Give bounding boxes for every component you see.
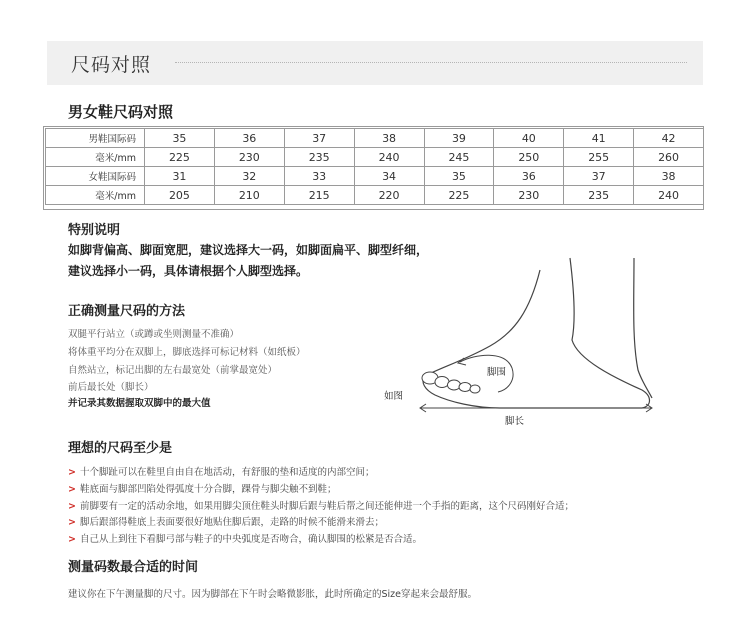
table-cell: 255 <box>564 148 634 167</box>
table-cell: 31 <box>145 167 215 186</box>
table-cell: 235 <box>284 148 354 167</box>
row-label: 毫米/mm <box>46 148 145 167</box>
table-cell: 225 <box>424 186 494 205</box>
measure-step: 自然站立，标记出脚的左右最宽处（前掌最宽处） <box>68 365 278 376</box>
size-table <box>45 128 704 205</box>
table-cell: 37 <box>284 129 354 148</box>
table-cell: 36 <box>494 167 564 186</box>
list-item: > 十个脚趾可以在鞋里自由自在地活动，有舒服的垫和适度的内部空间； <box>68 467 375 478</box>
foot-measure-illustration <box>380 250 680 430</box>
special-note-line: 建议选择小一码，具体请根据个人脚型选择。 <box>68 264 309 278</box>
list-item: > 自己从上到往下看脚弓部与鞋子的中央弧度是否吻合，确认脚围的松紧是否合适。 <box>68 534 422 545</box>
ideal-size-title: 理想的尺码至少是 <box>68 441 173 456</box>
table-cell: 32 <box>214 167 284 186</box>
list-item: > 鞋底面与脚部凹陷处得弧度十分合脚，踝骨与脚尖触不到鞋； <box>68 484 337 495</box>
special-note-line: 如脚背偏高、脚面宽肥，建议选择大一码，如脚面扁平、脚型纤细， <box>68 243 429 257</box>
row-label: 男鞋国际码 <box>46 129 145 148</box>
figure-label-as-shown: 如图 <box>384 391 404 402</box>
row-label: 女鞋国际码 <box>46 167 145 186</box>
table-cell: 240 <box>354 148 424 167</box>
header-dotted-rule <box>175 62 687 63</box>
figure-label-width: 脚围 <box>487 367 507 378</box>
table-cell: 245 <box>424 148 494 167</box>
size-table-title: 男女鞋尺码对照 <box>68 103 174 121</box>
table-cell: 40 <box>494 129 564 148</box>
table-cell: 250 <box>494 148 564 167</box>
table-cell: 210 <box>214 186 284 205</box>
measure-step: 前后最长处（脚长） <box>68 382 154 393</box>
table-cell: 240 <box>634 186 704 205</box>
table-cell: 42 <box>634 129 704 148</box>
toe-shape <box>459 383 471 392</box>
table-cell: 41 <box>564 129 634 148</box>
chevron-right-icon: > <box>68 517 76 528</box>
row-label: 毫米/mm <box>46 186 145 205</box>
measure-step: 并记录其数据握取双脚中的最大值 <box>68 398 211 409</box>
table-cell: 35 <box>145 129 215 148</box>
page-title: 尺码对照 <box>71 54 152 76</box>
table-cell: 39 <box>424 129 494 148</box>
table-cell: 260 <box>634 148 704 167</box>
figure-label-length: 脚长 <box>505 416 525 427</box>
special-notes-title: 特别说明 <box>68 223 121 238</box>
best-time-title: 测量码数最合适的时间 <box>68 560 199 575</box>
table-cell: 220 <box>354 186 424 205</box>
chevron-right-icon: > <box>68 484 76 495</box>
table-cell: 225 <box>145 148 215 167</box>
toe-shape <box>435 377 449 388</box>
table-row <box>46 186 704 205</box>
chevron-right-icon: > <box>68 467 76 478</box>
header-bar <box>47 41 703 85</box>
table-row <box>46 148 704 167</box>
table-cell: 33 <box>284 167 354 186</box>
table-cell: 38 <box>354 129 424 148</box>
table-cell: 230 <box>214 148 284 167</box>
table-row <box>46 129 704 148</box>
table-cell: 35 <box>424 167 494 186</box>
table-row <box>46 167 704 186</box>
leg-back-outline <box>634 258 652 398</box>
table-cell: 38 <box>634 167 704 186</box>
best-time-text: 建议你在下午测量脚的尺寸。因为脚部在下午时会略微影胀，此时所确定的Size穿起来会最舒服。 <box>68 589 478 600</box>
list-item: > 前脚要有一定的活动余地，如果用脚尖顶住鞋头时脚后跟与鞋后帮之间还能伸进一个手指的距离，这个尺码刚好合适； <box>68 501 574 512</box>
table-cell: 215 <box>284 186 354 205</box>
table-cell: 230 <box>494 186 564 205</box>
chevron-right-icon: > <box>68 534 76 545</box>
toe-shape <box>470 385 480 393</box>
table-cell: 34 <box>354 167 424 186</box>
measure-method-title: 正确测量尺码的方法 <box>68 304 186 319</box>
measure-step: 将体重平均分在双脚上，脚底选择可标记材料（如纸板） <box>68 347 306 358</box>
list-item: > 脚后跟部得鞋底上表面要很好地贴住脚后跟，走路的时候不能滑来滑去； <box>68 517 384 528</box>
toe-shape <box>448 380 461 390</box>
table-cell: 36 <box>214 129 284 148</box>
table-cell: 37 <box>564 167 634 186</box>
measure-step: 双腿平行站立（或蹲或坐则测量不准确） <box>68 329 240 340</box>
table-cell: 205 <box>145 186 215 205</box>
table-cell: 235 <box>564 186 634 205</box>
chevron-right-icon: > <box>68 501 76 512</box>
